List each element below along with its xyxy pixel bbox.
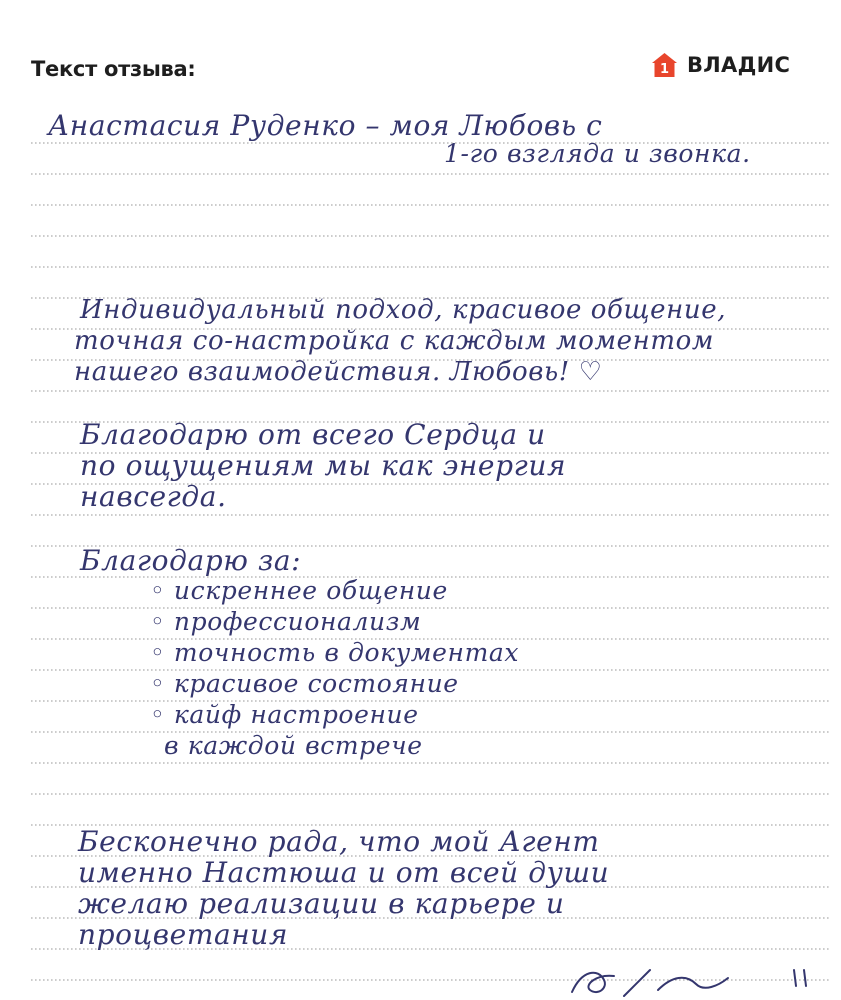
handwritten-line: ◦ точность в документах bbox=[150, 638, 520, 667]
handwritten-line: процветания bbox=[78, 918, 289, 951]
handwritten-line: навсегда. bbox=[80, 480, 227, 513]
handwritten-line: именно Настюша и от всей души bbox=[78, 856, 610, 889]
handwritten-line: точная со-настройка с каждым моментом bbox=[74, 326, 714, 356]
handwritten-line: ◦ искреннее общение bbox=[150, 576, 448, 605]
handwritten-line: ◦ красивое состояние bbox=[150, 669, 459, 698]
handwritten-line: ◦ кайф настроение bbox=[150, 700, 419, 729]
handwritten-line: по ощущениям мы как энергия bbox=[80, 449, 567, 482]
handwritten-line: Благодарю за: bbox=[80, 544, 302, 577]
handwritten-line: ◦ профессионализм bbox=[150, 607, 422, 636]
logo-glyph: 1 bbox=[659, 62, 670, 77]
handwritten-line: в каждой встрече bbox=[164, 731, 423, 760]
brand-name: ВЛАДИС bbox=[687, 53, 791, 77]
handwritten-line: 1-го взгляда и звонка. bbox=[444, 139, 751, 168]
handwritten-line: Бесконечно рада, что мой Агент bbox=[78, 825, 600, 858]
review-text-heading: Текст отзыва: bbox=[31, 57, 196, 81]
signature bbox=[568, 966, 828, 1000]
handwritten-line: Индивидуальный подход, красивое общение, bbox=[80, 295, 727, 325]
handwritten-line: нашего взаимодействия. Любовь! ♡ bbox=[74, 357, 603, 387]
handwritten-line: желаю реализации в карьере и bbox=[78, 887, 565, 920]
handwritten-line: Анастасия Руденко – моя Любовь с bbox=[48, 109, 603, 142]
handwritten-line: Благодарю от всего Сердца и bbox=[80, 418, 546, 451]
